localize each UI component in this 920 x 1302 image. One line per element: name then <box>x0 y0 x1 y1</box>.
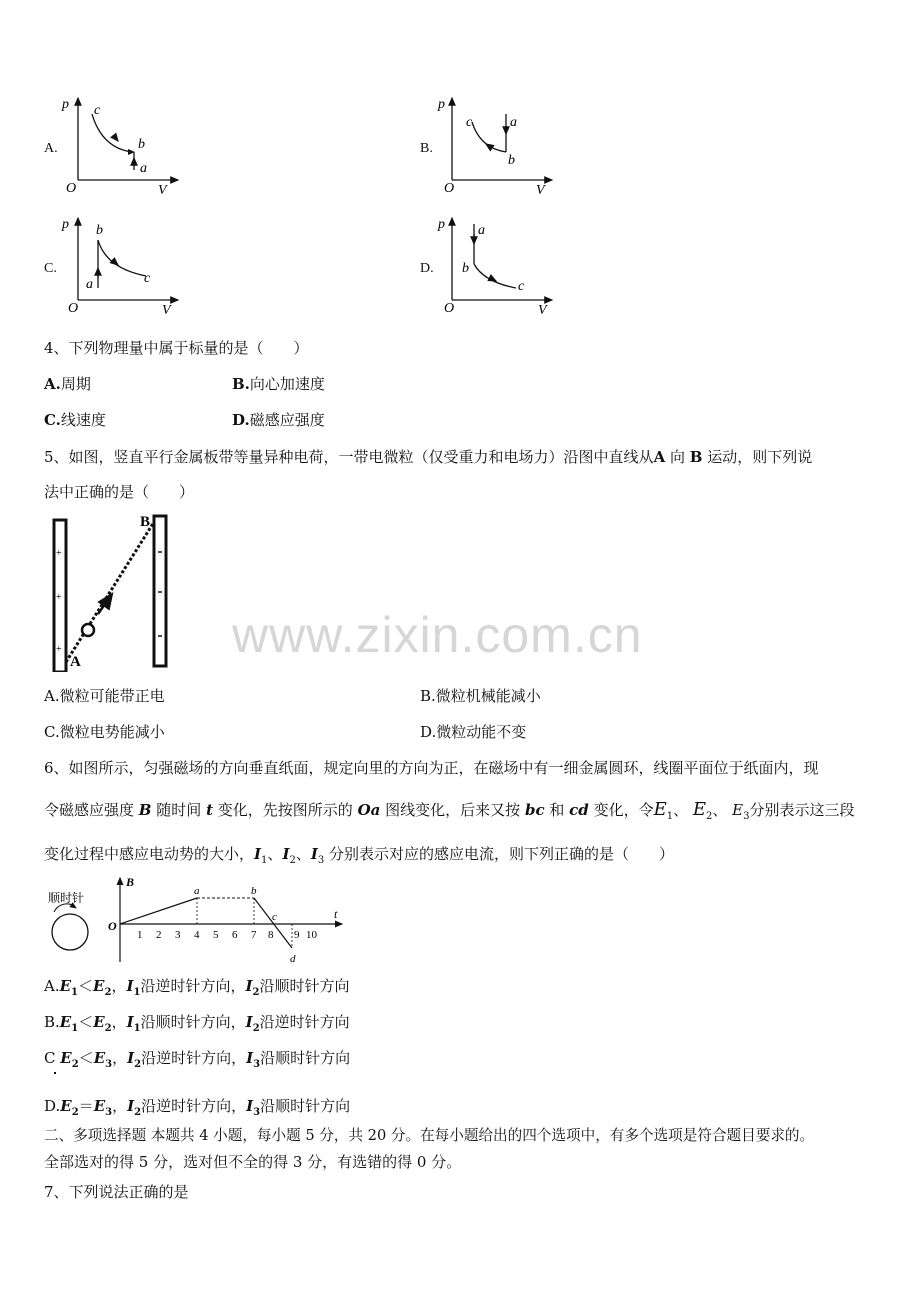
svg-text:3: 3 <box>175 929 181 941</box>
b-axis-label: B <box>126 875 135 889</box>
pv-graph-b <box>432 92 562 196</box>
graph-d-label: D. <box>420 261 434 276</box>
plus-sign: + <box>56 644 62 655</box>
pv-graph-c <box>58 212 188 316</box>
origin-label: O <box>444 301 455 316</box>
point-d: d <box>290 953 296 965</box>
q5-option-a[interactable]: A.微粒可能带正电 <box>44 687 165 705</box>
stray-dot <box>54 1072 56 1074</box>
graph-a-label: A. <box>44 141 58 156</box>
p-axis-label: p <box>438 97 445 112</box>
label-b: B <box>140 514 151 530</box>
q4-option-b[interactable]: B.向心加速度 <box>232 375 325 393</box>
q6-bt-graph <box>40 872 360 968</box>
point-a: a <box>478 223 485 238</box>
origin-label: O <box>108 919 117 933</box>
point-b: b <box>508 153 515 168</box>
svg-text:5: 5 <box>213 929 219 941</box>
point-a: a <box>510 115 517 130</box>
q6-stem-line2: 令磁感应强度 B 随时间 t 变化，先按图所示的 Oa 图线变化，后来又按 bc 和 cd 变化，令$E_1$、 $E_2$、 $E_3$分别表示这三段 <box>44 799 855 822</box>
q5-option-c[interactable]: C.微粒电势能减小 <box>44 723 165 741</box>
q5-stem-line2: 法中正确的是（ ） <box>44 483 195 501</box>
q6-option-a[interactable]: $A.E_1<E_2$，$I_1$沿逆时针方向，$I_2$沿顺时针方向 <box>44 977 350 998</box>
q6-stem-line1: 6、如图所示，匀强磁场的方向垂直纸面，规定向里的方向为正，在磁场中有一细金属圆环，线圈平面位于纸面内，现 <box>44 759 819 777</box>
point-b: b <box>96 223 103 238</box>
point-a: a <box>140 161 147 176</box>
particle-icon <box>82 624 94 636</box>
v-axis-label: V <box>536 183 545 196</box>
t-axis-label: t <box>334 907 338 921</box>
q6-option-b[interactable]: $B.E_1<E_2$，$I_1$沿顺时针方向，$I_2$沿逆时针方向 <box>44 1013 350 1034</box>
graph-c-label: C. <box>44 261 57 276</box>
q4-stem: 4、下列物理量中属于标量的是（ ） <box>44 339 309 357</box>
plus-sign: + <box>56 592 62 603</box>
q4-option-c[interactable]: C.线速度 <box>44 411 106 429</box>
svg-text:7: 7 <box>251 929 257 941</box>
svg-text:6: 6 <box>232 929 238 941</box>
q6-stem-line3: 变化过程中感应电动势的大小，$I_1$、$I_2$、$I_3$ 分别表示对应的感应电流，则下列正确的是（ ） <box>44 845 675 866</box>
q5-stem-line1: 5、如图，竖直平行金属板带等量异种电荷，一带电微粒（仅受重力和电场力）沿图中直线从A 向 B 运动，则下列说 <box>44 448 813 466</box>
point-c: c <box>518 279 525 294</box>
p-axis-label: p <box>62 97 69 112</box>
p-axis-label: p <box>438 217 445 232</box>
origin-label: O <box>66 181 77 196</box>
svg-text:4: 4 <box>194 929 200 941</box>
plus-sign: + <box>56 548 62 559</box>
point-c: c <box>272 911 277 923</box>
q5-plates-figure <box>40 512 180 672</box>
pv-graph-a <box>58 92 188 196</box>
svg-text:9: 9 <box>294 929 300 941</box>
q5-option-d[interactable]: D.微粒动能不变 <box>420 723 527 741</box>
point-b: b <box>251 885 257 897</box>
point-c: c <box>94 103 101 118</box>
point-c: c <box>466 115 473 130</box>
pv-graph-d <box>432 212 562 316</box>
v-axis-label: V <box>158 183 167 196</box>
metal-ring-icon <box>52 914 88 950</box>
point-b: b <box>138 137 145 152</box>
svg-text:10: 10 <box>306 929 317 941</box>
v-axis-label: V <box>162 303 171 316</box>
svg-text:8: 8 <box>268 929 274 941</box>
watermark: www.zixin.com.cn <box>232 607 643 663</box>
origin-label: O <box>444 181 455 196</box>
clockwise-label: 顺时针 <box>48 891 85 905</box>
q7-stem: 7、下列说法正确的是 <box>44 1183 189 1201</box>
section2-heading-line2: 全部选对的得 5 分，选对但不全的得 3 分，有选错的得 0 分。 <box>44 1153 462 1171</box>
label-a: A <box>70 654 81 670</box>
origin-label: O <box>68 301 79 316</box>
q6-option-c[interactable]: C $E_2<E_3$，$I_2$沿逆时针方向，$I_3$沿顺时针方向 <box>44 1049 351 1070</box>
section2-heading-line1: 二、多项选择题 本题共 4 小题，每小题 5 分，共 20 分。在每小题给出的四个选项中，有多个选项是符合题目要求的。 <box>44 1127 815 1144</box>
q4-option-d[interactable]: D.磁感应强度 <box>232 411 325 429</box>
graph-b-label: B. <box>420 141 433 156</box>
svg-text:1: 1 <box>137 929 143 941</box>
p-axis-label: p <box>62 217 69 232</box>
segment-oa <box>120 898 197 924</box>
point-b: b <box>462 261 469 276</box>
q4-option-a[interactable]: A.周期 <box>44 375 91 393</box>
svg-text:2: 2 <box>156 929 162 941</box>
point-a: a <box>194 885 200 897</box>
point-a: a <box>86 277 93 292</box>
v-axis-label: V <box>538 303 547 316</box>
point-c: c <box>144 271 151 286</box>
q5-option-b[interactable]: B.微粒机械能减小 <box>420 687 541 705</box>
q6-option-d[interactable]: $D.E_2=E_3$，$I_2$沿逆时针方向，$I_3$沿顺时针方向 <box>44 1097 351 1118</box>
